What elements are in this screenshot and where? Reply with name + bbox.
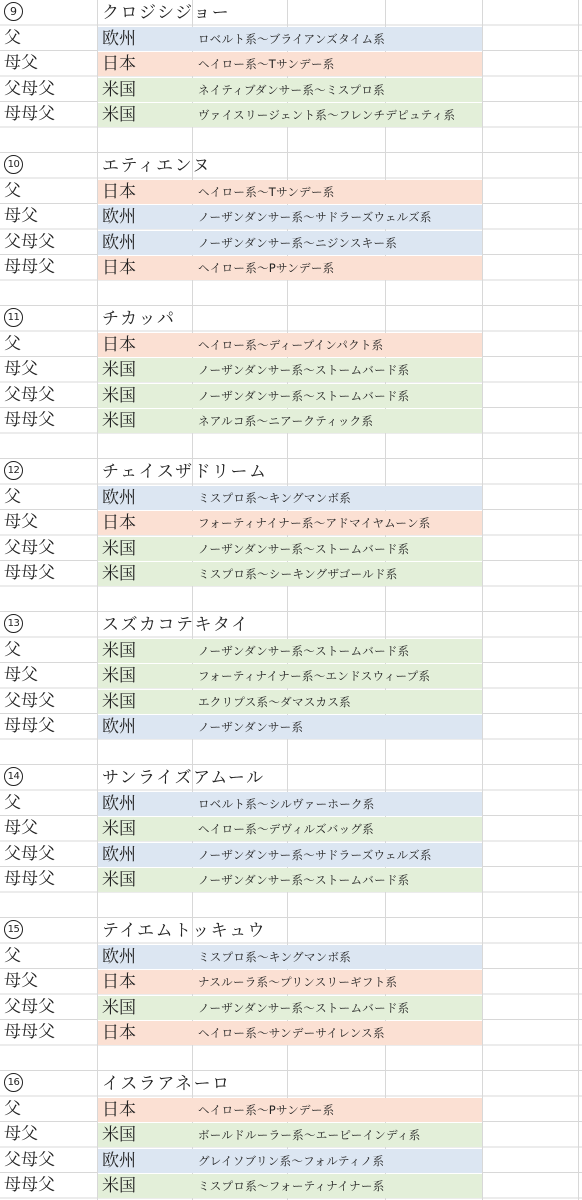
region-label: 欧州 [102, 207, 136, 227]
region-label: 米国 [102, 1176, 136, 1196]
pedigree-row[interactable] [0, 204, 582, 230]
pedigree-cell [98, 945, 482, 969]
pedigree-row[interactable] [0, 791, 582, 817]
pedigree-cell [98, 690, 482, 714]
pedigree-row[interactable] [0, 1122, 582, 1148]
pedigree-cell [98, 1174, 482, 1198]
horse-title-row[interactable] [0, 1071, 582, 1097]
horse-name-cell [98, 307, 482, 331]
region-label: 米国 [102, 870, 136, 890]
pedigree-label: 父 [4, 27, 21, 48]
pedigree-cell [98, 1021, 482, 1045]
pedigree-row[interactable] [0, 663, 582, 689]
sire-line-text: ナスルーラ系〜プリンスリーギフト系 [198, 975, 398, 989]
sire-line-text: ボールドルーラー系〜エーピーインディ系 [198, 1128, 421, 1142]
pedigree-label: 母母父 [4, 257, 55, 277]
sire-line-text: ヘイロー系〜Tサンデー系 [198, 57, 335, 71]
pedigree-cell [98, 231, 482, 255]
horse-number-cell [4, 459, 23, 485]
horse-name-cell [98, 154, 482, 178]
sire-line-text: ヘイロー系〜Pサンデー系 [198, 1102, 335, 1117]
pedigree-label: 母母父 [4, 563, 55, 583]
pedigree-row[interactable] [0, 510, 582, 536]
pedigree-row[interactable] [0, 77, 582, 103]
horse-title-row[interactable] [0, 918, 582, 944]
pedigree-row[interactable] [0, 995, 582, 1021]
region-label: 日本 [102, 258, 136, 278]
pedigree-row[interactable] [0, 1148, 582, 1174]
horse-number: 15 [4, 920, 23, 939]
horse-name: テイエムトッキュウ [102, 921, 267, 941]
pedigree-cell [98, 639, 482, 663]
pedigree-row[interactable] [0, 969, 582, 995]
horse-name: イスラアネーロ [102, 1074, 231, 1094]
horse-title-row[interactable] [0, 765, 582, 791]
region-label: 欧州 [102, 232, 136, 253]
pedigree-cell [98, 562, 482, 586]
pedigree-row[interactable] [0, 1173, 582, 1199]
region-label: 米国 [102, 819, 136, 839]
pedigree-label: 母父 [4, 1124, 38, 1144]
pedigree-cell [98, 843, 482, 867]
region-label: 米国 [102, 360, 136, 380]
horse-title-row[interactable] [0, 459, 582, 485]
horse-name-cell [98, 919, 482, 943]
pedigree-cell [98, 486, 482, 510]
region-label: 欧州 [102, 793, 136, 814]
pedigree-row[interactable] [0, 408, 582, 434]
region-label: 日本 [102, 181, 136, 202]
pedigree-cell [98, 996, 482, 1020]
horse-name-cell [98, 1, 482, 25]
pedigree-label: 父 [4, 945, 21, 966]
pedigree-label: 母父 [4, 206, 38, 226]
sire-line-text: フォーティナイナー系〜エンドスウィープ系 [198, 669, 431, 683]
pedigree-label: 父 [4, 180, 21, 201]
sire-line-text: ヘイロー系〜ディープインパクト系 [198, 337, 384, 352]
sire-line-text: エクリプス系〜ダマスカス系 [198, 694, 351, 709]
pedigree-row[interactable] [0, 102, 582, 128]
pedigree-cell [98, 333, 482, 357]
region-label: 欧州 [102, 946, 136, 967]
pedigree-cell [98, 817, 482, 841]
pedigree-cell [98, 358, 482, 382]
sire-line-text: ネイティブダンサー系〜ミスプロ系 [198, 82, 385, 97]
sire-line-text: ノーザンダンサー系〜ニジンスキー系 [198, 235, 398, 250]
pedigree-cell [98, 511, 482, 535]
region-label: 日本 [102, 54, 136, 74]
pedigree-row[interactable] [0, 255, 582, 281]
sire-line-text: グレイソブリン系〜フォルティノ系 [198, 1153, 385, 1168]
pedigree-row[interactable] [0, 230, 582, 256]
sire-line-text: ミスプロ系〜シーキングザゴールド系 [198, 567, 398, 581]
sire-line-text: ヴァイスリージェント系〜フレンチデピュティ系 [198, 108, 456, 122]
region-label: 日本 [102, 1023, 136, 1043]
pedigree-row[interactable] [0, 179, 582, 205]
horse-block [0, 765, 582, 893]
pedigree-cell [98, 715, 482, 739]
pedigree-cell [98, 103, 482, 127]
region-label: 日本 [102, 334, 136, 355]
pedigree-row[interactable] [0, 357, 582, 383]
horse-number: 13 [4, 614, 23, 633]
pedigree-row[interactable] [0, 332, 582, 358]
pedigree-label: 母父 [4, 818, 38, 838]
pedigree-cell [98, 205, 482, 229]
pedigree-cell [98, 664, 482, 688]
horse-number: 11 [4, 308, 23, 327]
sire-line-text: ノーザンダンサー系〜ストームバード系 [198, 1000, 410, 1015]
pedigree-label: 父 [4, 792, 21, 813]
pedigree-label: 父母父 [4, 384, 55, 405]
sire-line-text: ミスプロ系〜キングマンボ系 [198, 490, 352, 505]
horse-number: 12 [4, 461, 23, 480]
pedigree-row[interactable] [0, 51, 582, 77]
region-label: 米国 [102, 105, 136, 125]
pedigree-row[interactable] [0, 561, 582, 587]
sire-line-text: ミスプロ系〜キングマンボ系 [198, 949, 352, 964]
region-label: 米国 [102, 538, 136, 559]
pedigree-row[interactable] [0, 383, 582, 409]
region-label: 米国 [102, 1125, 136, 1145]
horse-number-cell [4, 612, 23, 638]
sire-line-text: ヘイロー系〜Tサンデー系 [198, 184, 335, 199]
horse-number: 14 [4, 767, 23, 786]
region-label: 欧州 [102, 1150, 136, 1171]
region-label: 米国 [102, 564, 136, 584]
pedigree-row[interactable] [0, 638, 582, 664]
horse-title-row[interactable] [0, 0, 582, 26]
pedigree-label: 母母父 [4, 716, 55, 736]
horse-number-cell [4, 765, 23, 791]
horse-name-cell [98, 460, 482, 484]
pedigree-label: 母父 [4, 359, 38, 379]
horse-block [0, 306, 582, 434]
region-label: 米国 [102, 640, 136, 661]
sire-line-text: ノーザンダンサー系〜ストームバード系 [198, 388, 410, 403]
sire-line-text: ノーザンダンサー系〜サドラーズウェルズ系 [198, 847, 432, 862]
horse-name: チェイスザドリーム [102, 462, 268, 482]
pedigree-label: 母母父 [4, 410, 55, 430]
pedigree-cell [98, 27, 482, 51]
sire-line-text: ミスプロ系〜フォーティナイナー系 [198, 1179, 385, 1193]
horse-number-cell [4, 153, 23, 179]
pedigree-cell [98, 52, 482, 76]
horse-number: 9 [4, 2, 23, 21]
horse-title-row[interactable] [0, 306, 582, 332]
horse-block [0, 1071, 582, 1199]
horse-number: 16 [4, 1073, 23, 1092]
pedigree-label: 母父 [4, 512, 38, 532]
horse-name-cell [98, 766, 482, 790]
pedigree-row[interactable] [0, 944, 582, 970]
pedigree-label: 母父 [4, 665, 38, 685]
pedigree-cell [98, 78, 482, 102]
horse-title-row[interactable] [0, 153, 582, 179]
sire-line-text: ノーザンダンサー系〜ストームバード系 [198, 873, 410, 887]
pedigree-label: 父母父 [4, 78, 55, 99]
pedigree-cell [98, 409, 482, 433]
region-label: 米国 [102, 691, 136, 712]
pedigree-row[interactable] [0, 1097, 582, 1123]
pedigree-cell [98, 1149, 482, 1173]
pedigree-label: 父 [4, 486, 21, 507]
pedigree-cell [98, 1123, 482, 1147]
horse-name: クロジシジョー [102, 3, 231, 23]
horse-block [0, 153, 582, 281]
horse-block [0, 0, 582, 128]
pedigree-label: 母母父 [4, 1022, 55, 1042]
sire-line-text: ノーザンダンサー系 [198, 720, 304, 734]
sire-line-text: ロベルト系〜ブライアンズタイム系 [198, 31, 386, 46]
region-label: 日本 [102, 1099, 136, 1120]
horse-number-cell [4, 1071, 23, 1097]
horse-block [0, 918, 582, 1046]
pedigree-cell [98, 537, 482, 561]
sire-line-text: ヘイロー系〜サンデーサイレンス系 [198, 1026, 385, 1040]
sire-line-text: フォーティナイナー系〜アドマイヤムーン系 [198, 516, 431, 530]
region-label: 欧州 [102, 487, 136, 508]
region-label: 米国 [102, 79, 136, 100]
horse-title-row[interactable] [0, 612, 582, 638]
sire-line-text: ノーザンダンサー系〜ストームバード系 [198, 643, 410, 658]
region-label: 日本 [102, 513, 136, 533]
pedigree-label: 父母父 [4, 996, 55, 1017]
pedigree-cell [98, 384, 482, 408]
sire-line-text: ヘイロー系〜Pサンデー系 [198, 261, 335, 275]
pedigree-row[interactable] [0, 485, 582, 511]
region-label: 欧州 [102, 28, 136, 49]
pedigree-row[interactable] [0, 816, 582, 842]
region-label: 欧州 [102, 717, 136, 737]
horse-name: スズカコテキタイ [102, 615, 250, 635]
horse-block [0, 612, 582, 740]
pedigree-cell [98, 1098, 482, 1122]
pedigree-row[interactable] [0, 1020, 582, 1046]
pedigree-row[interactable] [0, 867, 582, 893]
pedigree-row[interactable] [0, 842, 582, 868]
region-label: 米国 [102, 385, 136, 406]
pedigree-label: 母父 [4, 971, 38, 991]
pedigree-label: 母母父 [4, 104, 55, 124]
region-label: 米国 [102, 666, 136, 686]
sire-line-text: ロベルト系〜シルヴァーホーク系 [198, 796, 375, 811]
pedigree-row[interactable] [0, 536, 582, 562]
pedigree-label: 父母父 [4, 231, 55, 252]
region-label: 欧州 [102, 844, 136, 865]
sire-line-text: ノーザンダンサー系〜ストームバード系 [198, 363, 410, 377]
pedigree-label: 父母父 [4, 1149, 55, 1170]
pedigree-row[interactable] [0, 714, 582, 740]
pedigree-cell [98, 180, 482, 204]
pedigree-label: 父 [4, 1098, 21, 1119]
pedigree-row[interactable] [0, 26, 582, 52]
region-label: 日本 [102, 972, 136, 992]
pedigree-row[interactable] [0, 689, 582, 715]
sire-line-text: ノーザンダンサー系〜サドラーズウェルズ系 [198, 210, 432, 224]
pedigree-label: 父母父 [4, 537, 55, 558]
pedigree-label: 母母父 [4, 1175, 55, 1195]
horse-name-cell [98, 1072, 482, 1096]
sire-line-text: ヘイロー系〜デヴィルズバッグ系 [198, 822, 374, 836]
pedigree-label: 父 [4, 333, 21, 354]
horse-number-cell [4, 918, 23, 944]
pedigree-label: 母母父 [4, 869, 55, 889]
horse-name: エティエンヌ [102, 156, 211, 176]
pedigree-cell [98, 868, 482, 892]
sire-line-text: ノーザンダンサー系〜ストームバード系 [198, 541, 410, 556]
pedigree-cell [98, 792, 482, 816]
pedigree-cell [98, 256, 482, 280]
pedigree-label: 母父 [4, 53, 38, 73]
sire-line-text: ネアルコ系〜ニアークティック系 [198, 414, 374, 428]
region-label: 米国 [102, 411, 136, 431]
horse-number: 10 [4, 155, 23, 174]
horse-name-cell [98, 613, 482, 637]
horse-name: サンライズアムール [102, 768, 265, 788]
horse-block [0, 459, 582, 587]
horse-number-cell [4, 306, 23, 332]
pedigree-label: 父 [4, 639, 21, 660]
pedigree-label: 父母父 [4, 843, 55, 864]
horse-name: チカッパ [102, 309, 176, 329]
pedigree-label: 父母父 [4, 690, 55, 711]
region-label: 米国 [102, 997, 136, 1018]
horse-number-cell [4, 0, 23, 26]
pedigree-cell [98, 970, 482, 994]
